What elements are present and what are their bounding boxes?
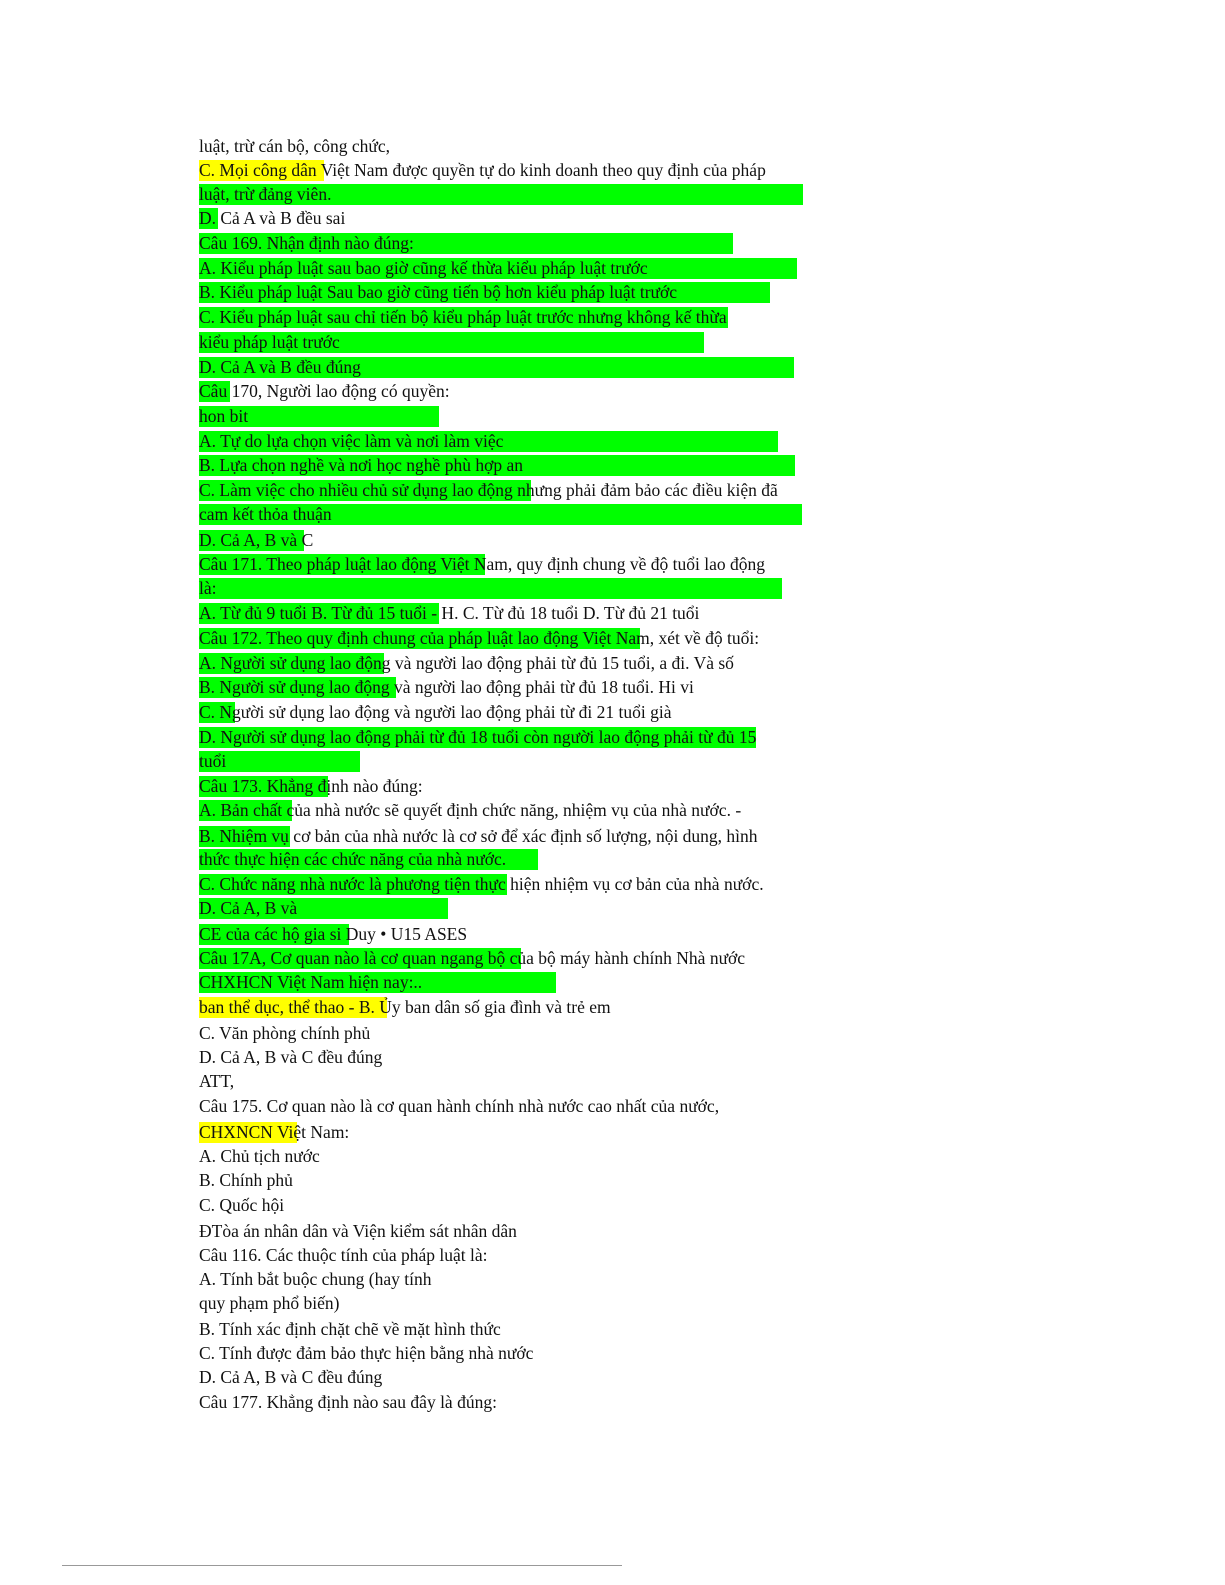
text-line — [199, 1046, 382, 1068]
line-text: C. Văn phòng chính phủ — [199, 1023, 371, 1043]
line-text: Câu 170, Người lao động có quyền: — [199, 381, 450, 401]
text-line — [199, 799, 741, 821]
text-line — [199, 775, 423, 797]
line-text: Câu 177. Khẳng định nào sau đây là đúng: — [199, 1392, 497, 1412]
line-text: C. Người sử dụng lao động và người lao động phải từ đi 21 tuổi già — [199, 702, 672, 722]
text-line — [199, 676, 694, 698]
text-line — [199, 232, 414, 254]
line-text: D. Cả A và B đều sai — [199, 208, 346, 228]
line-text: D. Người sử dụng lao động phải từ đủ 18 tuổi còn người lao động phải từ đủ 15 — [199, 727, 757, 747]
line-text: B. Tính xác định chặt chẽ về mặt hình thức — [199, 1319, 501, 1339]
text-line — [199, 135, 390, 157]
text-line — [199, 207, 345, 229]
text-line — [199, 1318, 501, 1340]
line-text: ban thể dục, thể thao - B. Ủy ban dân số gia đình và trẻ em — [199, 997, 611, 1017]
line-text: Câu 171. Theo pháp luật lao động Việt Nam, quy định chung về độ tuổi lao động — [199, 554, 765, 574]
green-highlight — [199, 578, 782, 599]
line-text: kiểu pháp luật trước — [199, 332, 340, 352]
text-line — [199, 257, 648, 279]
text-line — [199, 356, 361, 378]
line-text: C. Quốc hội — [199, 1195, 285, 1215]
line-text: A. Từ đủ 9 tuổi B. Từ đủ 15 tuổi - H. C. Từ đủ 18 tuổi D. Từ đủ 21 tuổi — [199, 603, 700, 623]
text-line — [199, 454, 523, 476]
line-text: B. Chính phủ — [199, 1170, 293, 1190]
line-text: ATT, — [199, 1071, 235, 1091]
text-line — [199, 405, 248, 427]
line-text: luật, trừ cán bộ, công chức, — [199, 136, 390, 156]
line-text: Câu 173. Khẳng định nào đúng: — [199, 776, 423, 796]
text-line — [199, 701, 672, 723]
line-text: CHXNCN Việt Nam: — [199, 1122, 350, 1142]
line-text: A. Bản chất của nhà nước sẽ quyết định chức năng, nhiệm vụ của nhà nước. - — [199, 800, 742, 820]
text-line — [199, 1220, 517, 1242]
text-line — [199, 380, 450, 402]
line-text: D. Cả A, B và C đều đúng — [199, 1367, 383, 1387]
line-text: A. Chủ tịch nước — [199, 1146, 320, 1166]
text-line — [199, 159, 766, 181]
text-line — [199, 331, 340, 353]
text-line — [199, 726, 756, 748]
line-text: A. Kiểu pháp luật sau bao giờ cũng kế thừa kiểu pháp luật trước — [199, 258, 648, 278]
text-line — [199, 281, 677, 303]
line-text: luật, trừ đảng viên. — [199, 184, 332, 204]
text-line — [199, 430, 503, 452]
text-line — [199, 529, 313, 551]
text-line — [199, 923, 467, 945]
line-text: ĐTòa án nhân dân và Viện kiểm sát nhân dân — [199, 1221, 517, 1241]
text-line — [199, 1070, 234, 1092]
text-line — [199, 1022, 370, 1044]
line-text: là: — [199, 578, 217, 598]
text-line — [199, 825, 758, 847]
text-line — [199, 873, 764, 895]
line-text: CHXHCN Việt Nam hiện nay:.. — [199, 972, 423, 992]
line-text: cam kết thỏa thuận — [199, 504, 332, 524]
text-line — [199, 1366, 382, 1388]
line-text: B. Lựa chọn nghề và nơi học nghề phù hợp an — [199, 455, 523, 475]
line-text: A. Tự do lựa chọn việc làm và nơi làm việc — [199, 431, 504, 451]
text-line — [199, 1121, 349, 1143]
text-line — [199, 183, 331, 205]
line-text: Câu 116. Các thuộc tính của pháp luật là: — [199, 1245, 488, 1265]
text-line — [199, 652, 734, 674]
text-line — [199, 1292, 339, 1314]
text-line — [199, 503, 332, 525]
line-text: Câu 169. Nhận định nào đúng: — [199, 233, 414, 253]
text-line — [199, 553, 765, 575]
line-text: B. Kiểu pháp luật Sau bao giờ cũng tiến bộ hơn kiểu pháp luật trước — [199, 282, 678, 302]
text-line — [199, 971, 422, 993]
text-line — [199, 479, 778, 501]
line-text: Câu 17A, Cơ quan nào là cơ quan ngang bộ của bộ máy hành chính Nhà nước — [199, 948, 746, 968]
text-line — [199, 602, 699, 624]
line-text: hon bit — [199, 406, 249, 426]
line-text: B. Người sử dụng lao động và người lao động phải từ đủ 18 tuổi. Hi vi — [199, 677, 694, 697]
text-line — [199, 1342, 533, 1364]
line-text: D. Cả A, B và C đều đúng — [199, 1047, 383, 1067]
text-line — [199, 1244, 488, 1266]
page-bottom-divider — [62, 1565, 622, 1566]
line-text: D. Cả A, B và — [199, 898, 298, 918]
line-text: C. Làm việc cho nhiều chủ sử dụng lao động nhưng phải đảm bảo các điều kiện đã — [199, 480, 778, 500]
text-line — [199, 1169, 293, 1191]
line-text: C. Kiểu pháp luật sau chỉ tiến bộ kiểu pháp luật trước nhưng không kế thừa — [199, 307, 727, 327]
line-text: tuổi — [199, 751, 227, 771]
text-line — [199, 1194, 284, 1216]
text-line — [199, 848, 506, 870]
line-text: D. Cả A và B đều đúng — [199, 357, 361, 377]
line-text: Câu 172. Theo quy định chung của pháp luật lao động Việt Nam, xét về độ tuổi: — [199, 628, 760, 648]
text-line — [199, 996, 611, 1018]
text-line — [199, 897, 297, 919]
text-line — [199, 1391, 497, 1413]
text-line — [199, 1095, 719, 1117]
text-line — [199, 577, 217, 599]
line-text: C. Chức năng nhà nước là phương tiện thực hiện nhiệm vụ cơ bản của nhà nước. — [199, 874, 764, 894]
line-text: D. Cả A, B và C — [199, 530, 314, 550]
text-line — [199, 1145, 320, 1167]
line-text: CE của các hộ gia si Duy • U15 ASES — [199, 924, 468, 944]
line-text: quy phạm phổ biến) — [199, 1293, 340, 1313]
line-text: A. Người sử dụng lao động và người lao động phải từ đủ 15 tuổi, a đi. Và số — [199, 653, 734, 673]
line-text: A. Tính bắt buộc chung (hay tính — [199, 1269, 432, 1289]
text-line — [199, 750, 226, 772]
line-text: Câu 175. Cơ quan nào là cơ quan hành chính nhà nước cao nhất của nước, — [199, 1096, 720, 1116]
line-text: thức thực hiện các chức năng của nhà nước. — [199, 849, 507, 869]
text-line — [199, 627, 759, 649]
text-line — [199, 1268, 431, 1290]
text-line — [199, 947, 745, 969]
line-text: C. Mọi công dân Việt Nam được quyền tự do kinh doanh theo quy định của pháp — [199, 160, 766, 180]
text-line — [199, 306, 727, 328]
line-text: C. Tính được đảm bảo thực hiện bằng nhà nước — [199, 1343, 534, 1363]
line-text: B. Nhiệm vụ cơ bản của nhà nước là cơ sở để xác định số lượng, nội dung, hình — [199, 826, 758, 846]
